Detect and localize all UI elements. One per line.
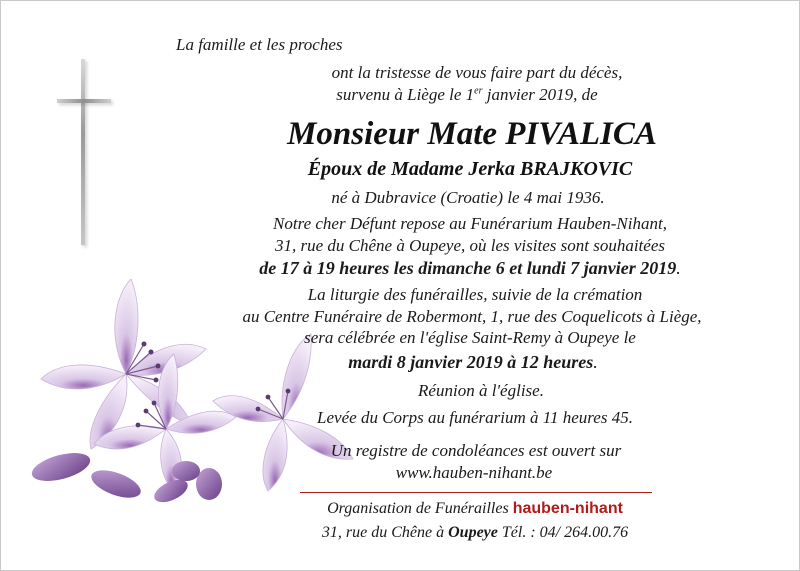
liturgy-line-1: La liturgie des funérailles, suivie de la crémation — [307, 285, 643, 304]
liturgy-line-2: au Centre Funéraire de Robermont, 1, rue des Coquelicots à Liège, — [242, 307, 702, 326]
footer-address: 31, rue du Chêne à Oupeye Tél. : 04/ 264.00.76 — [321, 524, 629, 541]
deceased-name: Monsieur Mate PIVALICA — [287, 116, 657, 152]
funeral-organization: Organisation de Funérailles hauben-nihant — [327, 500, 623, 517]
rest-line-2: 31, rue du Chêne à Oupeye, où les visites sont souhaitées — [275, 236, 665, 255]
announcement-line: ont la tristesse de vous faire part du décès, — [331, 63, 623, 82]
cross-icon — [57, 59, 111, 245]
birth-line: né à Dubravice (Croatie) le 4 mai 1936. — [331, 188, 605, 207]
death-date-line: survenu à Liège le 1er janvier 2019, de — [336, 85, 598, 104]
register-url-link[interactable]: www.hauben-nihant.be — [395, 463, 553, 482]
brand-logo: hauben-nihant — [512, 500, 623, 517]
register-line: Un registre de condoléances est ouvert sur — [330, 441, 622, 460]
spouse-line: Époux de Madame Jerka BRAJKOVIC — [307, 158, 633, 180]
meeting-line: Réunion à l'église. — [418, 381, 544, 400]
liturgy-line-3: sera célébrée en l'église Saint-Remy à Oupeye le — [304, 328, 636, 347]
footer-divider — [300, 492, 652, 493]
visiting-hours: de 17 à 19 heures les dimanche 6 et lundi 7 janvier 2019. — [259, 258, 681, 278]
liturgy-date: mardi 8 janvier 2019 à 12 heures. — [348, 352, 598, 372]
rest-line-1: Notre cher Défunt repose au Funérarium Hauben-Nihant, — [273, 214, 667, 233]
family-intro: La famille et les proches — [176, 35, 343, 54]
levee-line: Levée du Corps au funérarium à 11 heures 45. — [317, 408, 633, 427]
